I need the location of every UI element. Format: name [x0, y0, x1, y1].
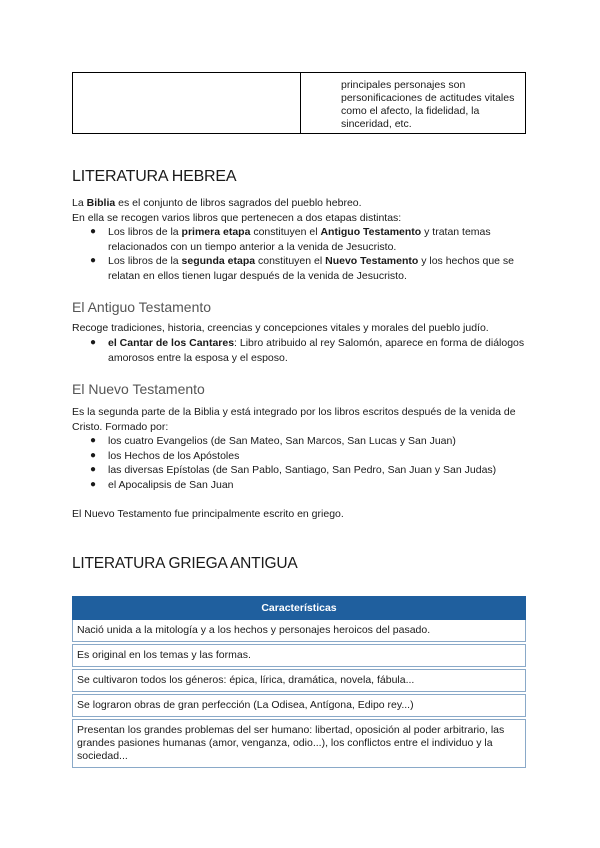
bold-text: segunda etapa	[181, 255, 256, 267]
text: los Hechos de los Apóstoles	[108, 449, 240, 462]
text: : Libro atribuido al rey Salomón, aparece en forma de diálogos amorosos entre la esposa y el esposo.	[108, 337, 525, 364]
bullet-icon: ●	[90, 478, 97, 490]
table-row	[73, 695, 526, 717]
previous-table-fragment	[72, 72, 526, 134]
heading-antiguo-testamento: El Antiguo Testamento	[72, 299, 212, 315]
list-item	[72, 336, 528, 365]
antiguo-text: Recoge tradiciones, historia, creencias y concepciones vitales y morales del pueblo judío.	[72, 322, 489, 334]
bold-biblia: Biblia	[86, 197, 116, 209]
text: es el conjunto de libros sagrados del pueblo hebreo.	[115, 197, 362, 209]
heading-literatura-hebrea: LITERATURA HEBREA	[72, 168, 237, 185]
list-item	[72, 434, 528, 449]
text: el Apocalipsis de San Juan	[108, 478, 234, 491]
list-item	[72, 225, 528, 254]
text: y tratan temas relacionados con un tiempo anterior a la venida de Jesucristo.	[108, 226, 491, 253]
bullet-icon: ●	[90, 226, 97, 237]
hebrea-intro-line-2: En ella se recogen varios libros que pertenecen a dos etapas distintas:	[72, 211, 402, 224]
text: La	[72, 197, 87, 209]
bold-text: el Cantar de los Cantares	[108, 337, 235, 349]
nuevo-bullet-list	[72, 434, 528, 492]
hebrea-intro-line-1	[72, 196, 528, 211]
bold-text: Nuevo Testamento	[325, 255, 419, 267]
list-item	[72, 463, 528, 478]
bullet-icon: ●	[90, 464, 97, 475]
table-row	[73, 720, 526, 768]
list-item	[72, 478, 528, 493]
bullet-icon: ●	[90, 435, 97, 446]
bullet-icon: ●	[90, 337, 97, 348]
text: constituyen el	[255, 255, 326, 267]
table-cell: Es original en los temas y las formas.	[73, 645, 526, 667]
hebrea-intro	[72, 196, 528, 225]
table-row	[73, 670, 526, 692]
table-cell-empty	[73, 73, 301, 133]
text: y los hechos que se relatan en ellos tienen lugar después de la venida de Jesucristo.	[108, 255, 515, 282]
antiguo-bullet-list	[72, 336, 528, 365]
characteristics-table	[72, 596, 526, 768]
text: Los libros de la	[108, 255, 182, 267]
table-cell-text: principales personajes son personificaciones de actitudes vitales como el afecto, la fidelidad, la sinceridad, etc.	[341, 79, 515, 130]
table-header: Características	[73, 597, 526, 620]
table-header-row	[73, 597, 526, 620]
table-row	[73, 645, 526, 667]
nuevo-closing: El Nuevo Testamento fue principalmente escrito en griego.	[72, 508, 344, 520]
heading-nuevo-testamento: El Nuevo Testamento	[72, 381, 205, 397]
table-cell: Presentan los grandes problemas del ser humano: libertad, oposición al poder arbitrario, las grandes pasiones humanas (amor, venganza, odio...), los conflictos entre el individuo y la sociedad...	[73, 720, 526, 768]
table-row	[73, 620, 526, 642]
text: los cuatro Evangelios (de San Mateo, San Marcos, San Lucas y San Juan)	[108, 435, 456, 447]
bold-text: primera etapa	[181, 226, 251, 238]
text: constituyen el	[250, 226, 321, 238]
table-cell: Se lograron obras de gran perfección (La Odisea, Antígona, Edipo rey...)	[73, 695, 526, 717]
bold-text: Antiguo Testamento	[320, 226, 422, 238]
table-cell: Se cultivaron todos los géneros: épica, lírica, dramática, novela, fábula...	[73, 670, 526, 692]
table-cell: Nació unida a la mitología y a los hechos y personajes heroicos del pasado.	[73, 620, 526, 642]
list-item	[72, 449, 528, 464]
list-item	[72, 254, 528, 283]
nuevo-text: Es la segunda parte de la Biblia y está integrado por los libros escritos después de la venida de Cristo. Formado por:	[72, 406, 516, 433]
heading-literatura-griega: LITERATURA GRIEGA ANTIGUA	[72, 555, 298, 572]
text: Los libros de la	[108, 226, 182, 238]
text: las diversas Epístolas (de San Pablo, Santiago, San Pedro, San Juan y San Judas)	[108, 464, 497, 476]
bullet-icon: ●	[90, 449, 97, 461]
bullet-icon: ●	[90, 255, 97, 266]
hebrea-bullet-list	[72, 225, 528, 283]
